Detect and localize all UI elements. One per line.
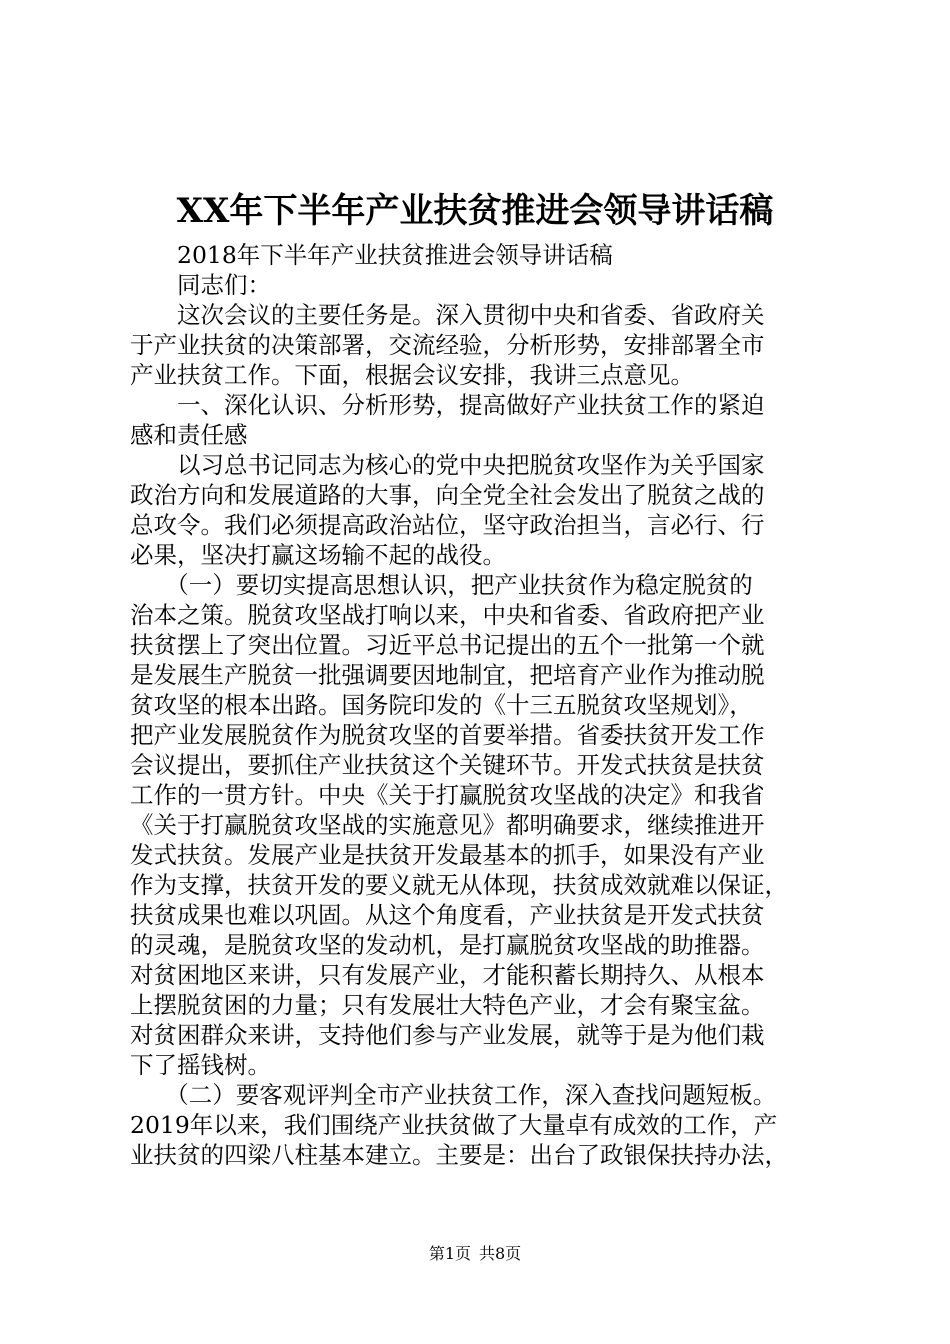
text-line: 一、深化认识、分析形势，提高做好产业扶贫工作的紧迫 — [130, 391, 765, 419]
text-line: 把产业发展脱贫作为脱贫攻坚的首要举措。省委扶贫开发工作 — [130, 721, 765, 749]
page-footer — [0, 1243, 950, 1265]
text-line: 上摆脱贫困的力量；只有发展壮大特色产业，才会有聚宝盆。 — [130, 991, 765, 1019]
text-line: 总攻令。我们必须提高政治站位，坚守政治担当，言必行、行 — [130, 511, 765, 539]
text-line: 扶贫摆上了突出位置。习近平总书记提出的五个一批第一个就 — [130, 631, 765, 659]
text-line: 业扶贫的四梁八柱基本建立。主要是：出台了政银保扶持办法， — [130, 1141, 788, 1169]
text-line: 的灵魂，是脱贫攻坚的发动机，是打赢脱贫攻坚战的助推器。 — [130, 931, 765, 959]
text-line: 对贫困群众来讲，支持他们参与产业发展，就等于是为他们栽 — [130, 1021, 765, 1049]
text-line: 《关于打赢脱贫攻坚战的实施意见》都明确要求，继续推进开 — [130, 811, 765, 839]
text-line: 这次会议的主要任务是。深入贯彻中央和省委、省政府关 — [130, 301, 765, 329]
page-number: 第1页 — [428, 1244, 471, 1263]
text-line: （一）要切实提高思想认识，把产业扶贫作为稳定脱贫的 — [130, 571, 753, 599]
text-line: 扶贫成果也难以巩固。从这个角度看，产业扶贫是开发式扶贫 — [130, 901, 765, 929]
text-line: 工作的一贯方针。中央《关于打赢脱贫攻坚战的决定》和我省 — [130, 781, 765, 809]
text-line: 以习总书记同志为核心的党中央把脱贫攻坚作为关乎国家 — [130, 451, 765, 479]
document-body — [130, 240, 830, 1170]
text-line: 会议提出，要抓住产业扶贫这个关键环节。开发式扶贫是扶贫 — [130, 751, 765, 779]
text-line: 2019年以来，我们围绕产业扶贫做了大量卓有成效的工作，产 — [130, 1111, 778, 1139]
text-line: （二）要客观评判全市产业扶贫工作，深入查找问题短板。 — [130, 1081, 777, 1109]
text-line: 治本之策。脱贫攻坚战打响以来，中央和省委、省政府把产业 — [130, 601, 765, 629]
text-line: 必果，坚决打赢这场输不起的战役。 — [130, 541, 506, 569]
text-line: 贫攻坚的根本出路。国务院印发的《十三五脱贫攻坚规划》， — [130, 691, 753, 719]
text-line: 发式扶贫。发展产业是扶贫开发最基本的抓手，如果没有产业 — [130, 841, 765, 869]
text-line: 产业扶贫工作。下面，根据会议安排，我讲三点意见。 — [130, 361, 694, 389]
text-line: 作为支撑，扶贫开发的要义就无从体现，扶贫成效就难以保证， — [130, 871, 788, 899]
text-line: 政治方向和发展道路的大事，向全党全社会发出了脱贫之战的 — [130, 481, 765, 509]
text-line: 下了摇钱树。 — [130, 1051, 271, 1079]
text-line: 是发展生产脱贫一批强调要因地制宜，把培育产业作为推动脱 — [130, 661, 765, 689]
text-line: 对贫困地区来讲，只有发展产业，才能积蓄长期持久、从根本 — [130, 961, 765, 989]
text-line: 同志们： — [130, 271, 271, 299]
document-title: XX年下半年产业扶贫推进会领导讲话稿 — [176, 191, 774, 231]
text-line: 于产业扶贫的决策部署，交流经验，分析形势，安排部署全市 — [130, 331, 765, 359]
page-total: 共8页 — [479, 1244, 522, 1263]
text-line: 2018年下半年产业扶贫推进会领导讲话稿 — [130, 241, 613, 269]
text-line: 感和责任感 — [130, 421, 248, 449]
